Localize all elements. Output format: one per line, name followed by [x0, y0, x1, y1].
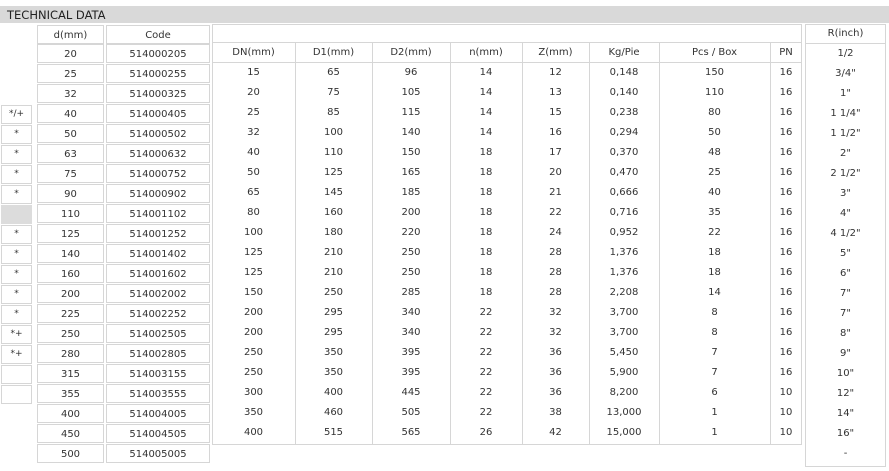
rinch-cell: 1": [840, 88, 851, 99]
table-cell: 18: [479, 207, 493, 218]
table-cell: 250: [401, 267, 421, 278]
table-cell: 200: [243, 307, 264, 318]
table-cell: 110: [323, 147, 344, 158]
table-cell: 50: [247, 167, 260, 178]
cell-code: 514000502: [106, 124, 210, 143]
table-cell: 285: [401, 287, 421, 298]
table-cell: 16: [779, 187, 793, 198]
table-cell: 7: [711, 347, 718, 358]
table-cell: 22: [479, 367, 493, 378]
table-cell: 10: [779, 387, 793, 398]
table-cell: 350: [323, 367, 344, 378]
column-header: PN: [779, 47, 793, 58]
table-cell: 250: [243, 347, 264, 358]
table-cell: 15: [247, 67, 260, 78]
table-cell: 14: [708, 287, 721, 298]
table-cell: 22: [708, 227, 721, 238]
table-cell: 85: [327, 107, 340, 118]
table-cell: 16: [779, 247, 793, 258]
table-cell: 20: [549, 167, 562, 178]
rinch-cell: 1 1/4": [830, 108, 861, 119]
table-cell: 26: [479, 427, 493, 438]
table-cell: 515: [323, 427, 344, 438]
table-cell: 14: [479, 127, 493, 138]
table-cell: 125: [243, 247, 264, 258]
rinch-cell: 7": [840, 288, 851, 299]
cell-code: 514003155: [106, 364, 210, 383]
table-cell: 80: [708, 107, 721, 118]
table-cell: 32: [549, 307, 562, 318]
cell-d: 63: [37, 144, 104, 163]
table-cell: 0,238: [609, 107, 639, 118]
column-header: D2(mm): [390, 47, 432, 58]
table-cell: 14: [479, 107, 493, 118]
table-cell: 210: [323, 247, 344, 258]
rinch-cell: 3/4": [835, 68, 856, 79]
table-cell: 1: [711, 427, 718, 438]
mark-cell: *: [1, 185, 32, 204]
table-cell: 400: [243, 427, 264, 438]
table-cell: 22: [479, 347, 493, 358]
table-cell: 22: [479, 387, 493, 398]
cell-d: 355: [37, 384, 104, 403]
rinch-cell: 4 1/2": [830, 228, 861, 239]
cell-d: 500: [37, 444, 104, 463]
cell-code: 514001402: [106, 244, 210, 263]
table-cell: 0,294: [609, 127, 639, 138]
table-cell: 565: [401, 427, 421, 438]
table-cell: 105: [401, 87, 421, 98]
rinch-cell: 10": [836, 368, 855, 379]
table-cell: 16: [779, 107, 793, 118]
table-cell: 150: [401, 147, 421, 158]
table-cell: 2,208: [609, 287, 639, 298]
mark-cell: [1, 205, 32, 224]
table-cell: 16: [779, 227, 793, 238]
cell-d: 250: [37, 324, 104, 343]
table-cell: 395: [401, 367, 421, 378]
table-cell: 400: [323, 387, 344, 398]
mark-cell: [1, 385, 32, 404]
table-cell: 0,716: [609, 207, 639, 218]
table-cell: 16: [779, 127, 793, 138]
table-cell: 32: [247, 127, 260, 138]
table-cell: 15: [549, 107, 562, 118]
cell-code: 514003555: [106, 384, 210, 403]
cell-d: 160: [37, 264, 104, 283]
table-cell: 12: [549, 67, 562, 78]
table-cell: 28: [549, 247, 562, 258]
table-cell: 7: [711, 367, 718, 378]
rinch-cell: 3": [840, 188, 851, 199]
table-cell: 14: [479, 67, 493, 78]
rinch-cell: 1/2: [837, 48, 854, 59]
table-cell: 165: [401, 167, 421, 178]
table-cell: 36: [549, 367, 562, 378]
table-cell: 295: [323, 327, 344, 338]
rinch-cell: 4": [840, 208, 851, 219]
table-cell: 18: [479, 187, 493, 198]
table-cell: 3,700: [609, 327, 639, 338]
page-title: TECHNICAL DATA: [7, 8, 106, 22]
cell-code: 514002805: [106, 344, 210, 363]
table-cell: 16: [779, 287, 793, 298]
table-cell: 16: [549, 127, 562, 138]
table-cell: 65: [327, 67, 340, 78]
table-cell: 18: [479, 287, 493, 298]
cell-d: 32: [37, 84, 104, 103]
table-cell: 21: [549, 187, 562, 198]
column-header: D1(mm): [312, 47, 355, 58]
mark-cell: */+: [1, 105, 32, 124]
cell-code: 514002002: [106, 284, 210, 303]
table-cell: 65: [247, 187, 260, 198]
table-cell: 35: [708, 207, 721, 218]
cell-code: 514000205: [106, 44, 210, 63]
cell-d: 20: [37, 44, 104, 63]
table-cell: 18: [708, 267, 721, 278]
table-cell: 20: [247, 87, 260, 98]
table-cell: 300: [243, 387, 264, 398]
table-cell: 150: [704, 67, 725, 78]
rinch-cell: 7": [840, 308, 851, 319]
table-cell: 16: [779, 87, 793, 98]
table-cell: 10: [779, 407, 793, 418]
table-cell: 0,370: [609, 147, 639, 158]
rinch-cell: 2 1/2": [830, 168, 861, 179]
table-cell: 350: [323, 347, 344, 358]
table-cell: 250: [401, 247, 421, 258]
table-cell: 32: [549, 327, 562, 338]
table-cell: 8,200: [609, 387, 639, 398]
table-cell: 445: [401, 387, 421, 398]
table-cell: 145: [323, 187, 344, 198]
table-cell: 40: [708, 187, 721, 198]
rinch-cell: 2": [840, 148, 851, 159]
table-cell: 16: [779, 327, 793, 338]
table-cell: 24: [549, 227, 562, 238]
table-cell: 5,900: [609, 367, 639, 378]
table-cell: 340: [401, 307, 421, 318]
rinch-cell: 12": [836, 388, 855, 399]
cell-code: 514000405: [106, 104, 210, 123]
cell-d: 40: [37, 104, 104, 123]
column-header: DN(mm): [232, 47, 275, 58]
table-cell: 40: [247, 147, 260, 158]
table-cell: 16: [779, 147, 793, 158]
table-cell: 13,000: [606, 407, 642, 418]
rinch-cell: 6": [840, 268, 851, 279]
rinch-cell: 5": [840, 248, 851, 259]
table-cell: 15,000: [606, 427, 642, 438]
header-d: d(mm): [37, 25, 104, 44]
cell-code: 514001602: [106, 264, 210, 283]
mark-cell: *: [1, 245, 32, 264]
table-cell: 22: [549, 207, 562, 218]
table-cell: 210: [323, 267, 344, 278]
table-cell: 38: [549, 407, 562, 418]
column-header: n(mm): [469, 47, 503, 58]
cell-d: 400: [37, 404, 104, 423]
table-cell: 0,666: [609, 187, 639, 198]
table-cell: 14: [479, 87, 493, 98]
table-cell: 25: [247, 107, 260, 118]
table-cell: 185: [401, 187, 421, 198]
cell-d: 75: [37, 164, 104, 183]
table-cell: 28: [549, 287, 562, 298]
table-cell: 18: [479, 147, 493, 158]
cell-d: 25: [37, 64, 104, 83]
cell-code: 514000325: [106, 84, 210, 103]
table-cell: 0,470: [609, 167, 639, 178]
column-header: Z(mm): [538, 47, 573, 58]
mark-cell: *: [1, 265, 32, 284]
cell-d: 280: [37, 344, 104, 363]
rinch-cell: 1 1/2": [830, 128, 861, 139]
table-cell: 22: [479, 407, 493, 418]
table-cell: 460: [323, 407, 344, 418]
table-cell: 16: [779, 367, 793, 378]
cell-code: 514002505: [106, 324, 210, 343]
rinch-cell: -: [843, 448, 848, 459]
table-cell: 16: [779, 267, 793, 278]
cell-d: 450: [37, 424, 104, 443]
table-cell: 36: [549, 387, 562, 398]
table-cell: 505: [401, 407, 421, 418]
cell-code: 514000902: [106, 184, 210, 203]
table-cell: 36: [549, 347, 562, 358]
rinch-cell: 9": [840, 348, 851, 359]
title-bar: [0, 6, 889, 23]
mark-cell: *: [1, 225, 32, 244]
header-rule: [212, 42, 802, 43]
table-cell: 115: [401, 107, 421, 118]
cell-code: 514000752: [106, 164, 210, 183]
cell-d: 110: [37, 204, 104, 223]
rinch-cell: 8": [840, 328, 851, 339]
table-cell: 0,140: [609, 87, 639, 98]
table-cell: 1: [711, 407, 718, 418]
table-cell: 125: [323, 167, 344, 178]
table-cell: 6: [711, 387, 718, 398]
table-cell: 17: [549, 147, 562, 158]
header-rinch: R(inch): [827, 28, 864, 39]
table-cell: 13: [549, 87, 562, 98]
header-code: Code: [106, 25, 210, 44]
cell-d: 50: [37, 124, 104, 143]
table-cell: 250: [243, 367, 264, 378]
table-cell: 16: [779, 307, 793, 318]
cell-d: 125: [37, 224, 104, 243]
table-cell: 220: [401, 227, 421, 238]
cell-d: 225: [37, 304, 104, 323]
table-cell: 16: [779, 167, 793, 178]
table-cell: 100: [323, 127, 344, 138]
table-cell: 22: [479, 307, 493, 318]
cell-code: 514002252: [106, 304, 210, 323]
rinch-cell: 14": [836, 408, 855, 419]
cell-code: 514001102: [106, 204, 210, 223]
table-cell: 18: [479, 167, 493, 178]
column-header: Pcs / Box: [691, 47, 738, 58]
cell-code: 514000255: [106, 64, 210, 83]
table-cell: 160: [323, 207, 344, 218]
mark-cell: *: [1, 285, 32, 304]
table-cell: 0,952: [609, 227, 639, 238]
table-cell: 16: [779, 207, 793, 218]
table-cell: 18: [479, 247, 493, 258]
table-cell: 125: [243, 267, 264, 278]
table-cell: 100: [243, 227, 264, 238]
mark-cell: *+: [1, 345, 32, 364]
table-cell: 50: [708, 127, 721, 138]
table-cell: 8: [711, 307, 718, 318]
table-cell: 8: [711, 327, 718, 338]
table-cell: 48: [708, 147, 721, 158]
table-cell: 110: [704, 87, 725, 98]
table-cell: 42: [549, 427, 562, 438]
cell-code: 514004005: [106, 404, 210, 423]
table-cell: 295: [323, 307, 344, 318]
mark-cell: *: [1, 145, 32, 164]
table-cell: 5,450: [609, 347, 639, 358]
table-cell: 18: [479, 267, 493, 278]
cell-code: 514005005: [106, 444, 210, 463]
table-cell: 28: [549, 267, 562, 278]
table-cell: 18: [479, 227, 493, 238]
mark-cell: *: [1, 305, 32, 324]
table-cell: 1,376: [609, 267, 639, 278]
table-cell: 140: [401, 127, 421, 138]
table-cell: 395: [401, 347, 421, 358]
table-cell: 180: [323, 227, 344, 238]
cell-d: 315: [37, 364, 104, 383]
mark-cell: *: [1, 125, 32, 144]
table-cell: 340: [401, 327, 421, 338]
table-cell: 96: [404, 67, 418, 78]
table-cell: 250: [323, 287, 344, 298]
table-cell: 1,376: [609, 247, 639, 258]
table-cell: 200: [243, 327, 264, 338]
table-cell: 150: [243, 287, 264, 298]
table-cell: 22: [479, 327, 493, 338]
table-cell: 16: [779, 347, 793, 358]
table-cell: 0,148: [609, 67, 639, 78]
cell-d: 90: [37, 184, 104, 203]
table-cell: 200: [401, 207, 421, 218]
table-cell: 25: [708, 167, 721, 178]
table-cell: 3,700: [609, 307, 639, 318]
cell-d: 140: [37, 244, 104, 263]
table-cell: 350: [243, 407, 264, 418]
table-cell: 75: [327, 87, 340, 98]
rinch-cell: 16": [836, 428, 855, 439]
cell-code: 514001252: [106, 224, 210, 243]
table-cell: 16: [779, 67, 793, 78]
cell-code: 514004505: [106, 424, 210, 443]
mark-cell: [1, 365, 32, 384]
table-cell: 80: [247, 207, 260, 218]
cell-d: 200: [37, 284, 104, 303]
mark-cell: *: [1, 165, 32, 184]
table-cell: 10: [779, 427, 793, 438]
mark-cell: *+: [1, 325, 32, 344]
table-cell: 18: [708, 247, 721, 258]
cell-code: 514000632: [106, 144, 210, 163]
column-header: Kg/Pie: [608, 47, 640, 58]
